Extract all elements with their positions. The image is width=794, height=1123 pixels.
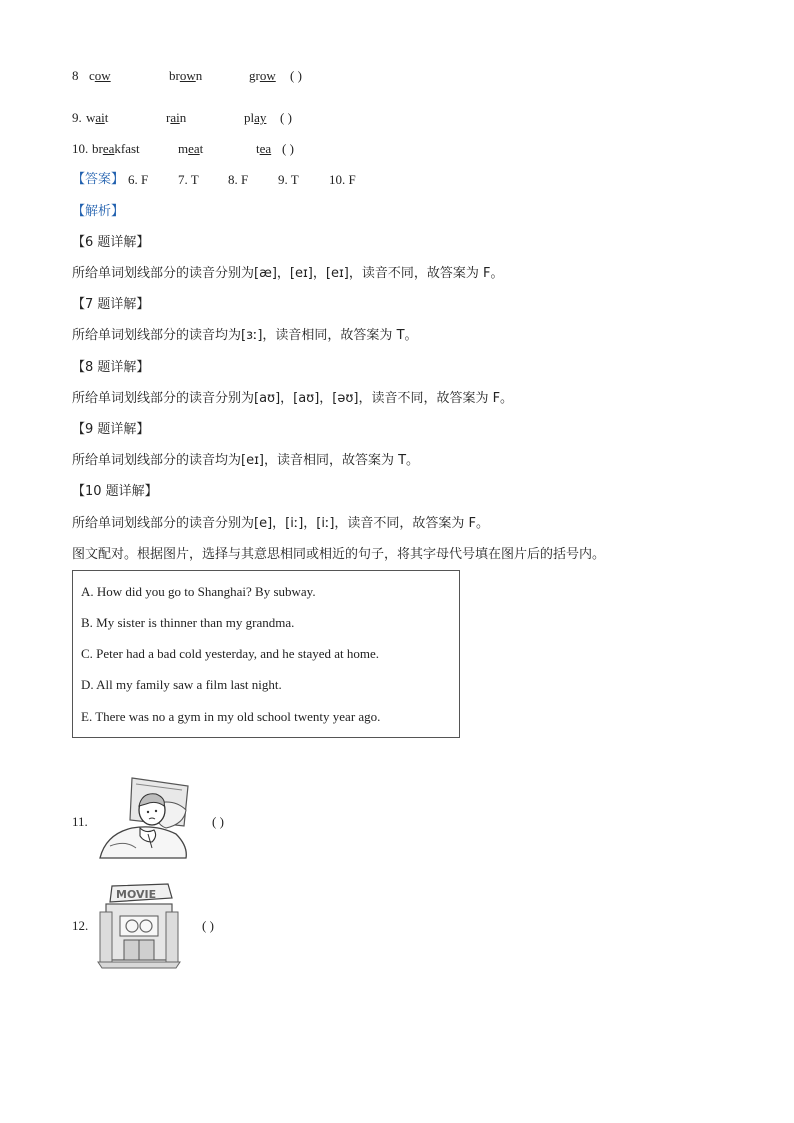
question-number: 8 xyxy=(72,68,79,83)
analysis-tag: 【解析】 xyxy=(72,204,125,219)
answer-item: 7. T xyxy=(178,172,199,187)
question-number: 9. xyxy=(72,110,82,125)
options-box xyxy=(72,570,460,738)
word-brown: brown xyxy=(169,68,203,83)
question-12-number: 12. xyxy=(72,918,89,933)
detail-7-heading: 【7 题详解】 xyxy=(72,297,150,312)
detail-9-body: 所给单词划线部分的读音均为[eɪ]，读音相同，故答案为 T。 xyxy=(72,453,420,468)
answer-item: 6. F xyxy=(128,172,149,187)
option-e: E. There was no a gym in my old school twenty year ago. xyxy=(81,709,381,724)
option-a: A. How did you go to Shanghai? By subway. xyxy=(81,584,316,599)
question-11-answer-blank: ( ) xyxy=(212,814,224,829)
movie-theater-image xyxy=(96,882,182,970)
word-tea: tea xyxy=(256,141,272,156)
word-rain: rain xyxy=(166,110,187,125)
movie-sign-text: MOVIE xyxy=(116,888,157,901)
option-b: B. My sister is thinner than my grandma. xyxy=(81,615,295,630)
detail-8-heading: 【8 题详解】 xyxy=(72,360,150,375)
question-12-answer-blank: ( ) xyxy=(202,918,214,933)
answer-item: 9. T xyxy=(278,172,299,187)
word-play: play xyxy=(244,110,267,125)
option-d: D. All my family saw a film last night. xyxy=(81,677,282,692)
word-meat: meat xyxy=(178,141,204,156)
answer-blank: ( ) xyxy=(282,141,294,156)
detail-8-body: 所给单词划线部分的读音分别为[aʊ]，[aʊ]，[əʊ]，读音不同，故答案为 F。 xyxy=(72,391,514,406)
word-grow: grow xyxy=(249,68,276,83)
detail-7-body: 所给单词划线部分的读音均为[ɜː]，读音相同，故答案为 T。 xyxy=(72,328,418,343)
detail-10-heading: 【10 题详解】 xyxy=(72,484,158,499)
detail-9-heading: 【9 题详解】 xyxy=(72,422,150,437)
detail-10-body: 所给单词划线部分的读音分别为[e]，[iː]，[iː]，读音不同，故答案为 F。 xyxy=(72,516,490,531)
answer-item: 10. F xyxy=(329,172,356,187)
section-instruction: 图文配对。根据图片，选择与其意思相同或相近的句子，将其字母代号填在图片后的括号内。 xyxy=(72,547,606,562)
word-wait: wait xyxy=(86,110,109,125)
answer-blank: ( ) xyxy=(280,110,292,125)
answer-item: 8. F xyxy=(228,172,249,187)
question-number: 10. xyxy=(72,141,89,156)
answer-blank: ( ) xyxy=(290,68,302,83)
word-cow: cow xyxy=(89,68,111,83)
sick-boy-in-bed-image xyxy=(96,776,196,860)
option-c: C. Peter had a bad cold yesterday, and he stayed at home. xyxy=(81,646,380,661)
detail-6-heading: 【6 题详解】 xyxy=(72,235,150,250)
word-breakfast: breakfast xyxy=(92,141,140,156)
question-11-number: 11. xyxy=(72,814,88,829)
answer-tag: 【答案】 xyxy=(72,172,125,187)
detail-6-body: 所给单词划线部分的读音分别为[æ]，[eɪ]，[eɪ]，读音不同，故答案为 F。 xyxy=(72,266,504,281)
